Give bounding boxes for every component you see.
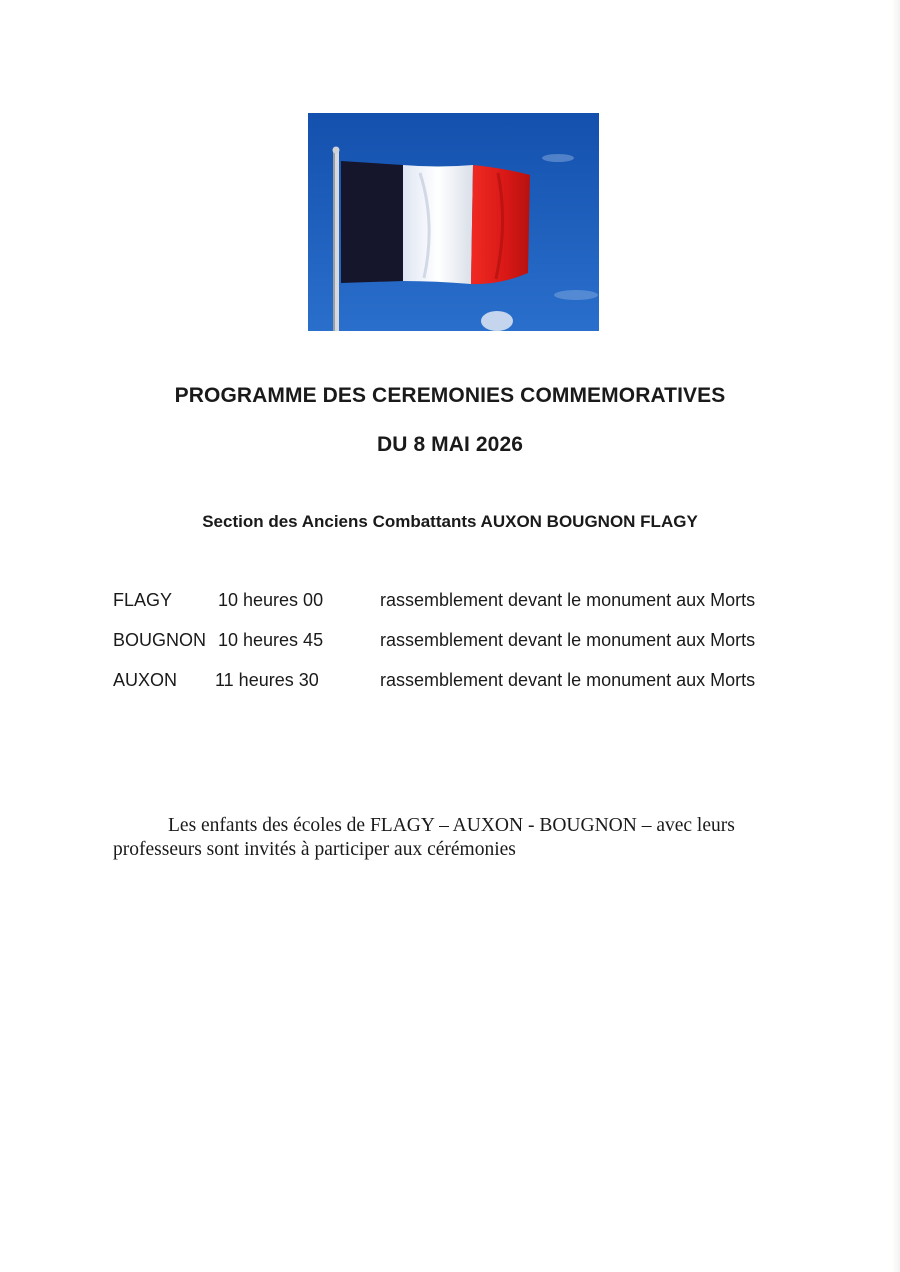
schedule-time: 11 heures 30: [215, 670, 319, 690]
invitation-note-line-1: Les enfants des écoles de FLAGY – AUXON - BOUGNON – avec leurs: [168, 815, 735, 836]
schedule-place: FLAGY: [113, 590, 173, 610]
schedule-description: rassemblement devant le monument aux Morts: [380, 670, 756, 690]
page-title-line-1: PROGRAMME DES CEREMONIES COMMEMORATIVES: [174, 384, 726, 407]
schedule-row: [113, 670, 813, 710]
flag-photo: [308, 113, 599, 331]
schedule-description: rassemblement devant le monument aux Morts: [380, 590, 756, 610]
section-heading: Section des Anciens Combattants AUXON BOUGNON FLAGY: [202, 512, 698, 531]
invitation-note: [113, 814, 803, 862]
schedule-description: rassemblement devant le monument aux Morts: [380, 630, 756, 650]
invitation-note-line-2: professeurs sont invités à participer aux cérémonies: [113, 839, 516, 860]
page-edge: [892, 0, 900, 1272]
schedule-time: 10 heures 45: [218, 630, 324, 650]
schedule-place: BOUGNON: [113, 630, 207, 650]
schedule-table: [113, 590, 813, 710]
schedule-time: 10 heures 00: [218, 590, 324, 610]
page-title-line-2: DU 8 MAI 2026: [376, 433, 524, 456]
schedule-place: AUXON: [113, 670, 178, 690]
schedule-row: [113, 590, 813, 630]
schedule-row: [113, 630, 813, 670]
